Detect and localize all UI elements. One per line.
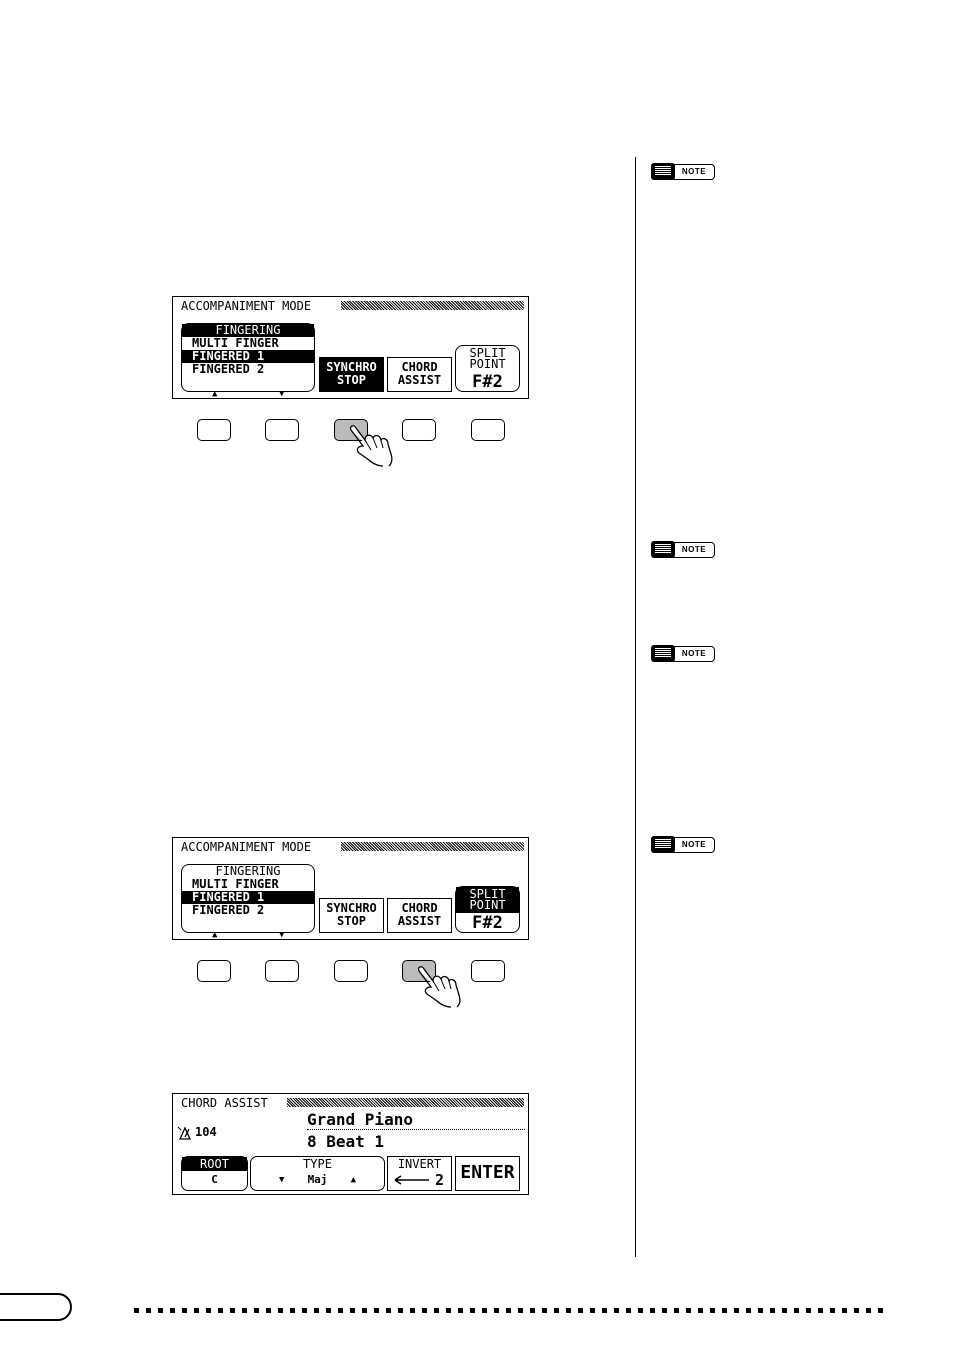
fingering-list [181, 864, 315, 940]
footer-dotted-rule [134, 1308, 888, 1313]
chord-assist-softkey: CHORD ASSIST [387, 898, 452, 933]
voice-name: Grand Piano [307, 1111, 525, 1130]
fingering-option: FINGERED 2 [192, 903, 265, 917]
note-icon: NOTE [651, 541, 715, 559]
title-pattern [287, 1098, 524, 1107]
fingering-header: FINGERING [215, 864, 281, 878]
panel-button-5[interactable] [471, 960, 505, 982]
down-arrow-icon: ▼ [279, 1175, 285, 1185]
split-point-softkey-selected: SPLIT POINT F#2 [455, 886, 520, 933]
fingering-option-selected: FINGERED 1 [182, 350, 314, 363]
up-arrow-icon: ▲ [212, 389, 218, 399]
fingering-option: MULTI FINGER [192, 877, 279, 891]
lcd-chord-assist [172, 1093, 529, 1195]
tempo-value: 104 [195, 1125, 217, 1139]
invert-softkey: INVERT 2 [387, 1156, 452, 1191]
chord-assist-softkey: CHORD ASSIST [387, 357, 452, 392]
pressing-hand-icon [345, 420, 397, 468]
metronome-icon [177, 1126, 193, 1140]
panel-button-4[interactable] [402, 419, 436, 441]
lcd-title: ACCOMPANIMENT MODE [181, 299, 312, 313]
fingering-list [181, 323, 315, 399]
style-name: 8 Beat 1 [307, 1132, 385, 1151]
pressing-hand-icon [413, 961, 465, 1009]
lcd-accompaniment-mode-1 [172, 296, 529, 399]
panel-button-5[interactable] [471, 419, 505, 441]
fingering-option-selected: FINGERED 1 [182, 891, 314, 904]
lcd-title: CHORD ASSIST [181, 1096, 268, 1110]
panel-button-2[interactable] [265, 960, 299, 982]
title-pattern [341, 301, 524, 310]
note-icon: NOTE [651, 836, 715, 854]
fingering-header: FINGERING [182, 324, 314, 337]
panel-button-1[interactable] [197, 960, 231, 982]
note-icon: NOTE [651, 645, 715, 663]
fingering-option: MULTI FINGER [192, 336, 279, 350]
lcd-accompaniment-mode-2 [172, 837, 529, 940]
synchro-stop-softkey: SYNCHRO STOP [319, 357, 384, 392]
panel-button-2[interactable] [265, 419, 299, 441]
panel-button-3[interactable] [334, 960, 368, 982]
up-arrow-icon: ▲ [212, 930, 218, 940]
enter-softkey: ENTER [455, 1156, 520, 1191]
note-icon: NOTE [651, 163, 715, 181]
split-point-softkey: SPLIT POINT F#2 [455, 345, 520, 392]
down-arrow-icon: ▼ [279, 389, 285, 399]
down-arrow-icon: ▼ [279, 930, 285, 940]
type-softkey: TYPE ▼ Maj ▲ [250, 1156, 385, 1191]
root-softkey: ROOT C [181, 1156, 248, 1191]
page-number-tab [0, 1293, 72, 1321]
up-arrow-icon: ▲ [350, 1175, 356, 1185]
margin-rule [635, 157, 636, 1257]
lcd-title: ACCOMPANIMENT MODE [181, 840, 312, 854]
panel-button-1[interactable] [197, 419, 231, 441]
arrow-left-icon [394, 1175, 430, 1185]
fingering-option: FINGERED 2 [192, 362, 265, 376]
title-pattern [341, 842, 524, 851]
synchro-stop-softkey: SYNCHRO STOP [319, 898, 384, 933]
